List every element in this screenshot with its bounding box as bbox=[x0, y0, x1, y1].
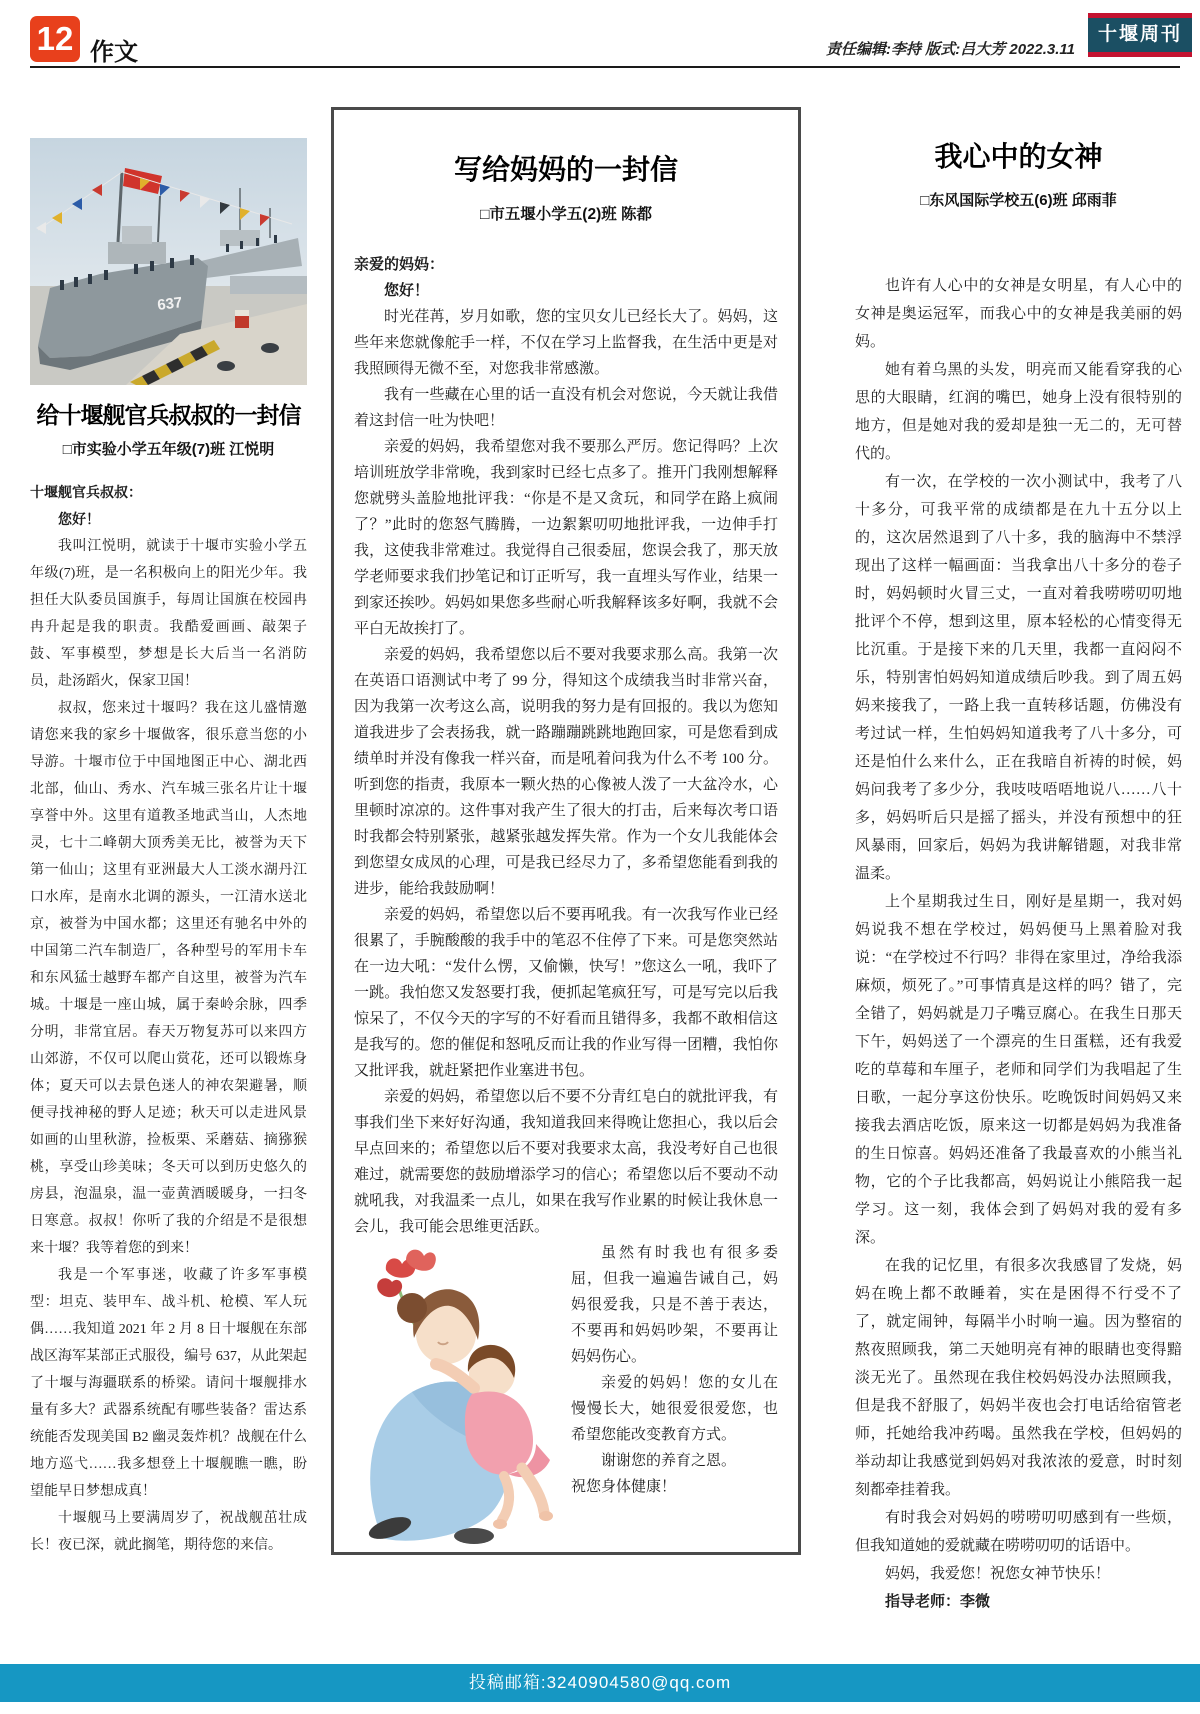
article-byline: □东风国际学校五(6)班 邱雨菲 bbox=[920, 192, 1117, 209]
svg-text:637: 637 bbox=[156, 294, 184, 314]
paragraph: 有时我会对妈妈的唠唠叨叨感到有一些烦，但我知道她的爱就藏在唠唠叨叨的话语中。 bbox=[855, 1510, 1182, 1554]
mother-child-illustration bbox=[354, 1246, 559, 1544]
paragraph: 十堰舰马上要满周岁了，祝战舰茁壮成长！夜已深，就此搁笔，期待您的来信。 bbox=[30, 1511, 307, 1553]
article-title: 我心中的女神 bbox=[934, 142, 1103, 173]
paragraph: 您好！ bbox=[58, 511, 100, 527]
masthead-bottom-bar bbox=[1088, 52, 1192, 57]
paragraph: 我叫江悦明，就读于十堰市实验小学五年级(7)班，是一名积极向上的阳光少年。我担任大队委员国旗手，每周让国旗在校园冉冉升起是我的职责。我酷爱画画、敲架子鼓、军事模型，梦想是长大后当一名消防员，赴汤蹈火，保家卫国！ bbox=[30, 539, 307, 689]
article-title: 写给妈妈的一封信 bbox=[453, 155, 678, 186]
paragraph: 祝您身体健康！ bbox=[571, 1479, 677, 1495]
paragraph: 亲爱的妈妈： bbox=[354, 256, 445, 273]
article-byline: □市五堰小学五(2)班 陈都 bbox=[479, 206, 653, 223]
paragraph: 亲爱的妈妈，我希望您对我不要那么严厉。您记得吗？上次培训班放学非常晚，我到家时已经七点多了。推开门我刚想解释您就劈头盖脸地批评我：“你是不是又贪玩，和同学在路上疯闹了？”此时的您怒气腾腾，一边絮絮叨叨地批评我，一边伸手打我，这使我非常难过。我觉得自己很委屈，您误会我了，那天放学老师要求我们抄笔记和订正听写，我一直埋头写作业，结果一到家还挨吵。妈妈如果您多些耐心听我解释该多好啊，我就不会平白无故挨打了。 bbox=[354, 439, 778, 637]
section-title: 作文 bbox=[90, 39, 138, 66]
article-goddess-in-my-heart bbox=[855, 135, 1182, 1616]
article-byline: □市实验小学五年级(7)班 江悦明 bbox=[62, 441, 275, 458]
paragraph: 在我的记忆里，有很多次我感冒了发烧，妈妈在晚上都不敢睡着，实在是困得不行受不了了，就定闹钟，每隔半小时响一遍。因为整宿的熬夜照顾我，第二天她明亮有神的眼睛也变得黯淡无光了。虽然现在我住校妈妈没办法照顾我，但是我不舒服了，妈妈半夜也会打电话给宿管老师，托她给我冲药喝。虽然我在学校，但妈妈的举动却让我感觉到妈妈对我浓浓的爱意，时时刻刻都牵挂着我。 bbox=[855, 1258, 1182, 1498]
paragraph: 十堰舰官兵叔叔： bbox=[30, 484, 142, 500]
navy-ship-photo bbox=[30, 138, 307, 385]
paragraph: 也许有人心中的女神是女明星，有人心中的女神是奥运冠军，而我心中的女神是我美丽的妈妈。 bbox=[855, 278, 1182, 350]
article-title: 给十堰舰官兵叔叔的一封信 bbox=[36, 403, 301, 428]
paragraph: 叔叔，您来过十堰吗？我在这儿盛情邀请您来我的家乡十堰做客，很乐意当您的小导游。十堰市位于中国地图正中心、湖北西北部，仙山、秀水、汽车城三张名片让十堰享誉中外。这里有道教圣地武当山，人杰地灵，七十二峰朝大顶秀美无比，被誉为天下第一仙山；这里有亚洲最大人工淡水湖丹江口水库，是南水北调的源头，一江清水送北京，被誉为中国水都；这里还有驰名中外的中国第二汽车制造厂，各种型号的军用卡车和东风猛士越野车都产自这里，被誉为汽车城。十堰是一座山城，属于秦岭余脉，四季分明，非常宜居。春天万物复苏可以来四方山郊游，不仅可以爬山赏花，还可以锻炼身体；夏天可以去景色迷人的神农架避暑，顺便寻找神秘的野人足迹；秋天可以走进风景如画的山里秋游，捡板栗、采蘑菇、摘猕猴桃，享受山珍美味；冬天可以到历史悠久的房县，泡温泉，温一壶黄酒暖暖身，一扫冬日寒意。叔叔！你听了我的介绍是不是很想来十堰？我等着您的到来！ bbox=[30, 701, 307, 1256]
paragraph: 我有一些藏在心里的话一直没有机会对您说，今天就让我借着这封信一吐为快吧！ bbox=[354, 387, 778, 429]
paragraph: 谢谢您的养育之恩。 bbox=[601, 1453, 737, 1469]
editor-line: 责任编辑:李持 版式:吕大芳 2022.3.11 bbox=[826, 41, 1075, 58]
page-number-badge: 12 bbox=[30, 16, 80, 62]
header-rule bbox=[30, 66, 1180, 68]
teacher-credit: 指导老师：李微 bbox=[885, 1593, 991, 1610]
submission-email: 投稿邮箱:3240904580@qq.com bbox=[468, 1673, 732, 1692]
paragraph: 时光荏苒，岁月如歌，您的宝贝女儿已经长大了。妈妈，这些年来您就像舵手一样，不仅在学习上监督我，在生活中更是对我照顾得无微不至，对您我非常感激。 bbox=[354, 309, 778, 377]
paragraph: 妈妈，我爱您！祝您女神节快乐！ bbox=[885, 1566, 1111, 1582]
paragraph: 我是一个军事迷，收藏了许多军事模型：坦克、装甲车、战斗机、枪模、军人玩偶……我知道 2021 年 2 月 8 日十堰舰在东部战区海军某部正式服役，编号 637，从此架起了十堰与海疆联系的桥梁。请问十堰舰排水量有多大？武器系统配有哪些装备？雷达系统能否发现美国 B2 幽灵轰炸机？战舰在什么地方巡弋……我多想登上十堰舰瞧一瞧，盼望能早日梦想成真！ bbox=[30, 1268, 307, 1499]
paragraph: 亲爱的妈妈，希望您以后不要不分青红皂白的就批评我，有事我们坐下来好好沟通，我知道我回来得晚让您担心，我以后会早点回来的；希望您以后不要对我要求太高，我没考好自己也很难过，就需要您的鼓励增添学习的信心；希望您以后不要动不动就吼我，对我温柔一点儿，如果在我写作业累的时候让我休息一会儿，我可能会思维更活跃。 bbox=[354, 1089, 778, 1235]
article-letter-to-ship-crew bbox=[30, 138, 307, 1559]
footer-bar bbox=[0, 1664, 1200, 1702]
paragraph: 她有着乌黑的头发，明亮而又能看穿我的心思的大眼睛，红润的嘴巴，她身上没有很特别的地方，但是她对我的爱却是独一无二的，无可替代的。 bbox=[855, 362, 1182, 462]
paragraph: 亲爱的妈妈，我希望您以后不要对我要求那么高。我第一次在英语口语测试中考了 99 分，得知这个成绩我当时非常兴奋，因为我第一次考这么高，说明我的努力是有回报的。我以为您知道我进步了会表扬我，就一路蹦蹦跳跳地跑回家，可是您看到成绩单时并没有像我一样兴奋，而是吼着问我为什么不考 100 分。听到您的指责，我原本一颗火热的心像被人泼了一大盆冷水，心里顿时凉凉的。这件事对我产生了很大的打击，后来每次考口语时我都会特别紧张，越紧张越发挥失常。作为一个女儿我能体会到您望女成凤的心理，可是我已经尽力了，多希望您能看到我的进步，能给我鼓励啊！ bbox=[354, 647, 778, 897]
paragraph: 亲爱的妈妈，希望您以后不要再吼我。有一次我写作业已经很累了，手腕酸酸的我手中的笔忍不住停了下来。可是您突然站在一边大吼：“发什么愣，又偷懒，快写！”您这么一吼，我吓了一跳。我怕您又发怒要打我，便抓起笔疯狂写，可是写完以后我惊呆了，不仅今天的字写的不好看而且错得多，我都不敢相信这是我写的。您的催促和怒吼反而让我的作业写得一团糟，我怕你又批评我，就赶紧把作业塞进书包。 bbox=[354, 907, 778, 1079]
paragraph: 虽然有时我也有很多委屈，但我一遍遍告诫自己，妈妈很爱我，只是不善于表达，不要再和妈妈吵架，不要再让妈妈伤心。 bbox=[571, 1245, 778, 1365]
paragraph: 您好！ bbox=[384, 282, 430, 299]
article-letter-to-mom bbox=[331, 107, 801, 1555]
paragraph: 亲爱的妈妈！您的女儿在慢慢长大，她很爱很爱您，也希望您能改变教育方式。 bbox=[571, 1375, 778, 1443]
masthead-logo bbox=[1088, 13, 1192, 57]
masthead-name: 十堰周刊 bbox=[1088, 18, 1192, 52]
paragraph: 有一次，在学校的一次小测试中，我考了八十多分，可我平常的成绩都是在九十五分以上的，这次居然退到了八十多，我的脑海中不禁浮现出了这样一幅画面：当我拿出八十多分的卷子时，妈妈顿时火冒三丈，一直对着我唠唠叨叨地批评个不停，想到这里，原本轻松的心情变得无比沉重。于是接下来的几天里，我都一直闷闷不乐，特别害怕妈妈知道成绩后吵我。到了周五妈妈来接我了，一路上我一直转移话题，仿佛没有考过试一样，生怕妈妈知道我考了八十多分，可还是怕什么来什么，正在我暗自祈祷的时候，妈妈问我考了多少分，我吱吱唔唔地说八……八十多，妈妈听后只是摇了摇头，并没有预想中的狂风暴雨，回家后，妈妈为我讲解错题，对我非常温柔。 bbox=[855, 474, 1182, 882]
paragraph: 上个星期我过生日，刚好是星期一，我对妈妈说我不想在学校过，妈妈便马上黑着脸对我说：“在学校过不行吗？非得在家里过，净给我添麻烦，烦死了。”可事情真是这样的吗？错了，完全错了，妈妈就是刀子嘴豆腐心。在我生日那天下午，妈妈送了一个漂亮的生日蛋糕，还有我爱吃的草莓和车厘子，老师和同学们为我唱起了生日歌，一起分享这份快乐。吃晚饭时间妈妈又来接我去酒店吃饭，原来这一切都是妈妈为我准备的生日惊喜。妈妈还准备了我最喜欢的小熊当礼物，它的个子比我都高，妈妈说让小熊陪我一起学习。这一刻，我体会到了妈妈对我的爱有多深。 bbox=[855, 894, 1182, 1246]
